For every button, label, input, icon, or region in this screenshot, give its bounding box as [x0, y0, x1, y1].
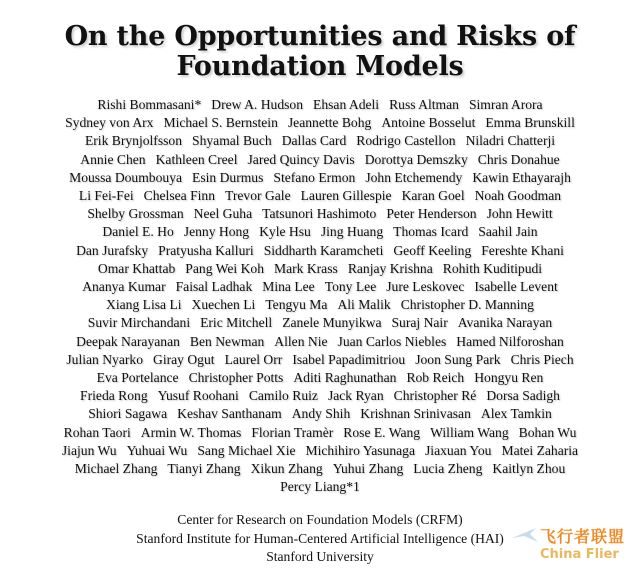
author-name: Dorottya Demszky [364, 151, 468, 167]
author-line [6, 387, 634, 405]
author-name: Yusuf Roohani [157, 388, 239, 404]
author-name: John Etchemendy [365, 169, 463, 185]
author-name: Daniel E. Ho [102, 224, 174, 240]
author-name: Ben Newman [189, 333, 265, 349]
author-name: Niladri Chatterji [465, 133, 556, 149]
author-name: Antoine Bosselut [381, 115, 476, 131]
author-name: Dorsa Sadigh [486, 388, 560, 404]
author-name: Mark Krass [274, 260, 338, 276]
author-name: Eric Mitchell [200, 315, 273, 331]
author-name: Yuhuai Wu [126, 442, 188, 458]
author-name: Isabel Papadimitriou [292, 351, 406, 367]
author-name: Julian Nyarko [66, 351, 144, 367]
author-line [6, 278, 634, 296]
author-name: Giray Ogut [153, 351, 215, 367]
author-name: Jiajun Wu [61, 442, 117, 458]
author-name: Pang Wei Koh [185, 260, 264, 276]
author-name: Matei Zaharia [501, 442, 579, 458]
author-name: Rose E. Wang [343, 424, 421, 440]
author-name: Isabelle Levent [474, 279, 558, 295]
author-name: Ananya Kumar [82, 279, 166, 295]
author-name: Jing Huang [320, 224, 384, 240]
author-name: Michihiro Yasunaga [305, 442, 416, 458]
author-line [6, 314, 634, 332]
author-name: Xikun Zhang [250, 461, 323, 477]
author-name: Jure Leskovec [386, 279, 465, 295]
author-name: Percy Liang*1 [280, 479, 360, 495]
author-name: Tatsunori Hashimoto [262, 206, 377, 222]
author-name: Christopher D. Manning [400, 297, 534, 313]
author-name: Kaitlyn Zhou [492, 461, 566, 477]
author-name: Keshav Santhanam [177, 406, 282, 422]
author-name: Annie Chen [80, 151, 146, 167]
author-name: Russ Altman [389, 97, 459, 112]
author-name: Shiori Sagawa [88, 406, 168, 422]
author-name: Lauren Gillespie [300, 188, 392, 204]
affiliation-line: Stanford Institute for Human-Centered Artificial Intelligence (HAI) [136, 530, 504, 546]
author-name: Florian Tramèr [251, 424, 334, 440]
author-name: Rob Reich [406, 370, 465, 386]
author-name: Kawin Ethayarajh [472, 169, 571, 185]
author-line [6, 424, 634, 442]
author-name: Christopher Potts [188, 370, 284, 386]
author-list [6, 96, 634, 496]
author-name: Shelby Grossman [87, 206, 184, 222]
author-name: Hamed Nilforoshan [456, 333, 564, 349]
author-line [6, 114, 634, 132]
author-name: Christopher Ré [393, 388, 477, 404]
author-line [6, 205, 634, 223]
affiliation-line: Stanford University [266, 549, 374, 564]
author-name: John Hewitt [486, 206, 553, 222]
author-name: Stefano Ermon [273, 169, 356, 185]
author-name: Faisal Ladhak [175, 279, 253, 295]
author-line [6, 296, 634, 314]
author-name: Juan Carlos Niebles [337, 333, 447, 349]
author-line [6, 96, 634, 114]
author-name: Pratyusha Kalluri [158, 242, 254, 258]
author-name: Ranjay Krishna [347, 260, 433, 276]
author-name: Ehsan Adeli [313, 97, 380, 112]
author-name: Zanele Munyikwa [282, 315, 382, 331]
author-line [6, 187, 634, 205]
author-name: Avanika Narayan [457, 315, 553, 331]
author-name: Xuechen Li [191, 297, 256, 313]
title-line-2: Foundation Models [176, 51, 464, 82]
author-name: Xiang Lisa Li [106, 297, 182, 313]
author-name: Krishnan Srinivasan [360, 406, 471, 422]
author-name: Li Fei-Fei [78, 188, 134, 204]
author-line [6, 260, 634, 278]
author-name: Thomas Icard [393, 224, 469, 240]
author-name: Emma Brunskill [485, 115, 575, 131]
author-name: Kathleen Creel [155, 151, 238, 167]
author-name: Tengyu Ma [265, 297, 328, 313]
author-name: Noah Goodman [474, 188, 562, 204]
author-name: Tianyi Zhang [167, 461, 241, 477]
author-name: Eva Portelance [96, 370, 179, 386]
author-name: Sydney von Arx [65, 115, 154, 131]
author-name: Jenny Hong [183, 224, 250, 240]
author-name: Michael Zhang [74, 461, 158, 477]
author-name: Chris Donahue [477, 151, 560, 167]
author-name: Trevor Gale [225, 188, 291, 204]
author-name: Hongyu Ren [474, 370, 544, 386]
author-name: Andy Shih [291, 406, 351, 422]
author-name: Kyle Hsu [259, 224, 311, 240]
author-name: Suraj Nair [391, 315, 448, 331]
author-name: Rodrigo Castellon [356, 133, 456, 149]
author-name: Camilo Ruiz [248, 388, 318, 404]
author-name: Deepak Narayanan [76, 333, 180, 349]
author-line [6, 460, 634, 478]
author-name: Rishi Bommasani* [97, 97, 202, 112]
author-name: Esin Durmus [192, 169, 264, 185]
author-line [6, 369, 634, 387]
author-line [6, 223, 634, 241]
author-line [6, 442, 634, 460]
author-name: Chelsea Finn [143, 188, 216, 204]
author-name: Jeannette Bohg [287, 115, 372, 131]
author-name: Yuhui Zhang [332, 461, 404, 477]
author-line [6, 333, 634, 351]
author-line [6, 132, 634, 150]
author-name: Rohan Taori [63, 424, 131, 440]
author-name: Neel Guha [193, 206, 253, 222]
author-name: Saahil Jain [478, 224, 538, 240]
author-name: Dan Jurafsky [76, 242, 149, 258]
author-name: Ali Malik [337, 297, 391, 313]
author-name: Jiaxuan You [425, 442, 492, 458]
author-name: Peter Henderson [386, 206, 477, 222]
author-name: Dallas Card [281, 133, 347, 149]
author-line [6, 242, 634, 260]
author-name: Rohith Kuditipudi [442, 260, 543, 276]
author-name: Erik Brynjolfsson [84, 133, 183, 149]
author-name: Laurel Orr [224, 351, 283, 367]
author-name: Fereshte Khani [481, 242, 564, 258]
plane-icon [510, 522, 540, 546]
author-name: Shyamal Buch [192, 133, 272, 149]
author-name: Armin W. Thomas [140, 424, 242, 440]
watermark-text-cn: 飞行者联盟 [540, 527, 626, 546]
author-name: Moussa Doumbouya [69, 169, 183, 185]
author-name: Simran Arora [468, 97, 543, 112]
author-name: Alex Tamkin [480, 406, 552, 422]
author-name: Sang Michael Xie [197, 442, 296, 458]
author-line [6, 478, 634, 496]
author-name: Omar Khattab [97, 260, 176, 276]
author-name: Geoff Keeling [393, 242, 472, 258]
watermark-logo [530, 520, 638, 570]
author-name: Suvir Mirchandani [87, 315, 191, 331]
author-name: Jack Ryan [327, 388, 384, 404]
watermark-text-en: China Flier [540, 547, 619, 562]
author-name: Frieda Rong [80, 388, 148, 404]
author-line [6, 405, 634, 423]
author-line [6, 151, 634, 169]
author-name: Allen Nie [274, 333, 328, 349]
affiliation-line: Center for Research on Foundation Models (CRFM) [177, 512, 463, 527]
author-name: Drew A. Hudson [211, 97, 304, 112]
author-name: Joon Sung Park [415, 351, 501, 367]
author-name: Tony Lee [324, 279, 377, 295]
title-line-1: On the Opportunities and Risks of [64, 21, 576, 52]
author-name: William Wang [430, 424, 509, 440]
author-name: Aditi Raghunathan [293, 370, 397, 386]
author-name: Michael S. Bernstein [163, 115, 278, 131]
author-name: Karan Goel [401, 188, 465, 204]
author-name: Siddharth Karamcheti [263, 242, 384, 258]
author-line [6, 351, 634, 369]
author-line [6, 169, 634, 187]
author-name: Bohan Wu [518, 424, 577, 440]
paper-title [0, 22, 640, 82]
author-name: Jared Quincy Davis [247, 151, 355, 167]
author-name: Mina Lee [262, 279, 315, 295]
author-name: Lucia Zheng [413, 461, 483, 477]
author-name: Chris Piech [510, 351, 574, 367]
